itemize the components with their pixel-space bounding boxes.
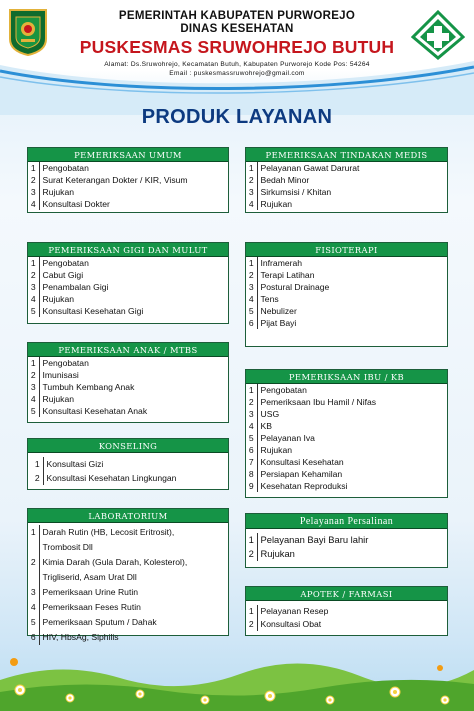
item-label-line: Pemeriksaan Sputum / Dahak — [42, 617, 157, 627]
list-item — [28, 600, 228, 615]
service-list — [246, 533, 447, 561]
list-item — [246, 317, 447, 329]
item-label: Sirkumsisi / Khitan — [260, 187, 332, 197]
item-number: 3 — [28, 281, 39, 293]
item-label-line: Pemeriksaan Feses Rutin — [42, 602, 141, 612]
department-line: DINAS KESEHATAN — [180, 23, 294, 35]
item-label: Postural Drainage — [260, 282, 330, 292]
service-list — [246, 605, 447, 631]
item-number: 3 — [246, 281, 257, 293]
section-persalinan — [245, 513, 448, 568]
item-label: Pelayanan Iva — [260, 433, 315, 443]
list-item — [246, 605, 447, 618]
item-number: 5 — [28, 615, 39, 630]
item-label: Pengobatan — [260, 385, 307, 395]
service-list — [28, 357, 228, 417]
item-label: Persiapan Kehamilan — [260, 469, 343, 479]
item-number: 4 — [246, 198, 257, 210]
list-item — [246, 456, 447, 468]
item-number: 6 — [246, 444, 257, 456]
list-item — [246, 257, 447, 269]
list-item — [28, 369, 228, 381]
list-item — [28, 281, 228, 293]
list-item — [246, 408, 447, 420]
page-title: PRODUK LAYANAN — [141, 106, 333, 128]
service-list — [246, 257, 447, 329]
item-number: 5 — [28, 405, 39, 417]
item-number: 9 — [246, 480, 257, 492]
item-number: 2 — [246, 396, 257, 408]
section-anak-mtbs — [27, 342, 229, 423]
flower-meadow-decoration — [0, 640, 474, 711]
item-number: 1 — [32, 457, 43, 471]
item-label — [39, 615, 228, 630]
item-label: Pelayanan Gawat Darurat — [260, 163, 360, 173]
list-item — [28, 555, 228, 585]
item-number: 7 — [246, 456, 257, 468]
list-item — [246, 420, 447, 432]
item-label: Rujukan — [260, 548, 295, 559]
section-header: APOTEK / FARMASI — [246, 587, 447, 601]
list-item — [28, 269, 228, 281]
list-item — [246, 396, 447, 408]
list-item — [28, 293, 228, 305]
section-tindakan-medis — [245, 147, 448, 213]
item-number: 4 — [28, 600, 39, 615]
item-number: 6 — [246, 317, 257, 329]
item-label-line: HIV, HbsAg, Siphilis — [42, 632, 119, 642]
item-label: Rujukan — [42, 294, 75, 304]
item-label: Pelayanan Bayi Baru lahir — [260, 534, 369, 545]
government-line: PEMERINTAH KABUPATEN PURWOREJO — [118, 10, 356, 22]
item-label-line: Kimia Darah (Gula Darah, Kolesterol), — [42, 557, 188, 567]
item-number: 3 — [246, 186, 257, 198]
section-header: PEMERIKSAAN IBU / KB — [246, 370, 447, 384]
item-label: Rujukan — [260, 445, 293, 455]
item-label: Rujukan — [260, 199, 293, 209]
item-number: 3 — [28, 585, 39, 600]
item-label — [39, 525, 228, 555]
email-line: Email : puskesmassruwohrejo@gmail.com — [169, 70, 305, 77]
list-item — [28, 198, 228, 210]
item-label: Rujukan — [42, 394, 75, 404]
section-header: FISIOTERAPI — [246, 243, 447, 257]
section-fisioterapi — [245, 242, 448, 347]
item-number: 2 — [28, 369, 39, 381]
list-item — [28, 615, 228, 630]
item-label: Imunisasi — [42, 370, 79, 380]
item-label-line: Pemeriksaan Urine Rutin — [42, 587, 139, 597]
item-label: Konsultasi Kesehatan — [260, 457, 344, 467]
list-item — [246, 198, 447, 210]
list-item — [28, 525, 228, 555]
item-number: 4 — [246, 420, 257, 432]
item-number: 6 — [28, 630, 39, 645]
item-label: Penambalan Gigi — [42, 282, 109, 292]
item-label: Konsultasi Obat — [260, 619, 322, 629]
section-header: LABORATORIUM — [28, 509, 228, 523]
item-label: Konsultasi Dokter — [42, 199, 110, 209]
item-label: KB — [260, 421, 272, 431]
service-list — [32, 457, 228, 485]
item-number: 2 — [246, 269, 257, 281]
item-number: 3 — [28, 186, 39, 198]
item-number: 4 — [246, 293, 257, 305]
item-label: Cabut Gigi — [42, 270, 84, 280]
item-label: Kesehatan Reproduksi — [260, 481, 348, 491]
section-header: Pelayanan Persalinan — [246, 514, 447, 529]
puskesmas-name: PUSKESMAS SRUWOHREJO BUTUH — [79, 37, 395, 57]
item-number: 1 — [28, 525, 39, 555]
service-list — [246, 384, 447, 492]
service-list — [28, 525, 228, 645]
list-item — [28, 186, 228, 198]
list-item — [246, 281, 447, 293]
item-label: Pemeriksaan Ibu Hamil / Nifas — [260, 397, 377, 407]
item-label: USG — [260, 409, 280, 419]
list-item — [28, 162, 228, 174]
item-number: 5 — [246, 305, 257, 317]
item-label-line: Trombosit Dll — [42, 542, 93, 552]
list-item — [28, 357, 228, 369]
item-label: Pijat Bayi — [260, 318, 297, 328]
list-item — [28, 305, 228, 317]
item-number: 1 — [28, 357, 39, 369]
item-number: 2 — [32, 471, 43, 485]
item-label: Pengobatan — [42, 258, 89, 268]
item-label: Pelayanan Resep — [260, 606, 329, 616]
section-apotek-farmasi — [245, 586, 448, 636]
item-number: 1 — [246, 162, 257, 174]
item-number: 1 — [246, 257, 257, 269]
section-laboratorium — [27, 508, 229, 642]
item-label-line: Trigliserid, Asam Urat Dll — [42, 572, 137, 582]
item-number: 5 — [246, 432, 257, 444]
section-konseling — [27, 438, 229, 490]
section-header: KONSELING — [28, 439, 228, 453]
item-label: Pengobatan — [42, 163, 89, 173]
item-number: 1 — [246, 533, 257, 547]
address-line: Alamat: Ds.Sruwohrejo, Kecamatan Butuh, Kabupaten Purworejo Kode Pos: 54264 — [104, 61, 370, 68]
service-list — [28, 257, 228, 317]
item-label: Terapi Latihan — [260, 270, 315, 280]
list-item — [246, 480, 447, 492]
list-item — [246, 162, 447, 174]
item-label: Surat Keterangan Dokter / KIR, Visum — [42, 175, 188, 185]
item-label: Konsultasi Kesehatan Gigi — [42, 306, 144, 316]
item-label — [39, 600, 228, 615]
service-list — [28, 162, 228, 210]
list-item — [246, 468, 447, 480]
list-item — [246, 384, 447, 396]
item-label — [39, 555, 228, 585]
item-number: 1 — [246, 605, 257, 618]
list-item — [28, 585, 228, 600]
item-label: Nebulizer — [260, 306, 297, 316]
list-item — [246, 186, 447, 198]
section-header: PEMERIKSAAN TINDAKAN MEDIS — [246, 148, 447, 162]
item-label: Bedah Minor — [260, 175, 310, 185]
section-gigi-mulut — [27, 242, 229, 324]
list-item — [246, 269, 447, 281]
section-header: PEMERIKSAAN ANAK / MTBS — [28, 343, 228, 357]
item-number: 1 — [28, 162, 39, 174]
item-number: 2 — [28, 555, 39, 585]
item-number: 2 — [246, 547, 257, 561]
list-item — [246, 444, 447, 456]
item-number: 3 — [246, 408, 257, 420]
list-item — [246, 432, 447, 444]
list-item — [246, 174, 447, 186]
item-number: 2 — [28, 269, 39, 281]
list-item — [246, 547, 447, 561]
list-item — [28, 405, 228, 417]
item-number: 2 — [246, 174, 257, 186]
section-header: PEMERIKSAAN GIGI DAN MULUT — [28, 243, 228, 257]
item-label: Konsultasi Gizi — [46, 459, 104, 469]
item-label-line: Darah Rutin (HB, Lecosit Eritrosit), — [42, 527, 175, 537]
list-item — [28, 381, 228, 393]
item-number: 1 — [246, 384, 257, 396]
section-pemeriksaan-umum — [27, 147, 229, 213]
section-header: PEMERIKSAAN UMUM — [28, 148, 228, 162]
service-list — [246, 162, 447, 210]
list-item — [32, 471, 228, 485]
item-number: 4 — [28, 393, 39, 405]
item-number: 2 — [28, 174, 39, 186]
item-label: Tens — [260, 294, 279, 304]
item-number: 2 — [246, 618, 257, 631]
item-label: Konsultasi Kesehatan Lingkungan — [46, 473, 177, 483]
list-item — [246, 618, 447, 631]
item-number: 4 — [28, 198, 39, 210]
item-number: 5 — [28, 305, 39, 317]
item-label: Tumbuh Kembang Anak — [42, 382, 135, 392]
list-item — [28, 393, 228, 405]
item-label: Inframerah — [260, 258, 303, 268]
list-item — [246, 293, 447, 305]
list-item — [28, 257, 228, 269]
list-item — [246, 305, 447, 317]
item-number: 1 — [28, 257, 39, 269]
item-number: 4 — [28, 293, 39, 305]
list-item — [246, 533, 447, 547]
item-number: 8 — [246, 468, 257, 480]
item-label: Konsultasi Kesehatan Anak — [42, 406, 148, 416]
item-label: Rujukan — [42, 187, 75, 197]
section-ibu-kb — [245, 369, 448, 498]
item-label — [39, 585, 228, 600]
item-label: Pengobatan — [42, 358, 89, 368]
item-number: 3 — [28, 381, 39, 393]
list-item — [28, 174, 228, 186]
list-item — [32, 457, 228, 471]
